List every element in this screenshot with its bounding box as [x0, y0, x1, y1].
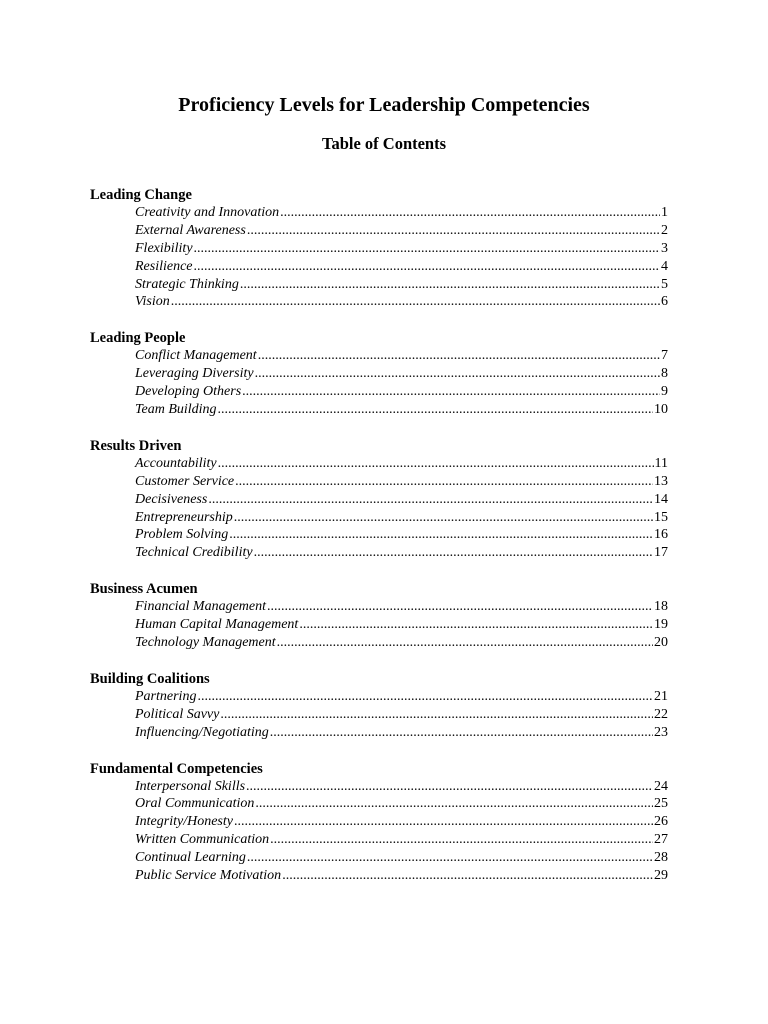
dot-leader — [235, 473, 653, 491]
dot-leader — [246, 778, 653, 796]
toc-section — [90, 329, 668, 419]
toc-entry-label: Strategic Thinking — [135, 276, 239, 292]
toc-entry-label: Developing Others — [135, 384, 242, 400]
toc-entry-label: Creativity and Innovation — [135, 205, 280, 220]
toc-entry-label: Oral Communication — [135, 796, 255, 812]
toc-section-title: Results Driven — [90, 437, 182, 454]
toc-section — [90, 760, 668, 885]
toc-entry-page-number: 27 — [654, 832, 668, 848]
toc-section-title: Leading People — [90, 330, 186, 347]
dot-leader — [254, 544, 653, 562]
toc-entry[interactable] — [90, 276, 668, 294]
dot-leader — [282, 867, 653, 885]
toc-entry-page-number: 22 — [654, 706, 668, 722]
toc-entry-page-number: 23 — [654, 724, 668, 740]
toc-entry[interactable] — [90, 509, 668, 527]
toc-entry-page-number: 14 — [654, 491, 668, 507]
dot-leader — [220, 706, 653, 724]
dot-leader — [240, 276, 660, 294]
dot-leader — [277, 634, 653, 652]
dot-leader — [258, 347, 660, 365]
toc-entry[interactable] — [90, 598, 668, 616]
toc-entry-label: Partnering — [135, 688, 197, 704]
toc-entry-page-number: 7 — [661, 348, 668, 364]
dot-leader — [255, 795, 653, 813]
toc-entry-label: Financial Management — [135, 599, 267, 615]
toc-section — [90, 437, 668, 562]
toc-entry-page-number: 13 — [654, 473, 668, 489]
toc-entry-label: Problem Solving — [135, 527, 229, 543]
dot-leader — [194, 258, 660, 276]
dot-leader — [229, 526, 653, 544]
toc-entry[interactable] — [90, 347, 668, 365]
toc-entry-page-number: 6 — [661, 294, 668, 310]
toc-entry-label: External Awareness — [135, 222, 246, 238]
dot-leader — [218, 455, 654, 473]
dot-leader — [270, 724, 653, 742]
toc-entry[interactable] — [90, 293, 668, 311]
toc-entry[interactable] — [90, 813, 668, 831]
toc-entry-page-number: 1 — [661, 205, 668, 220]
toc-entry-label: Interpersonal Skills — [135, 778, 246, 794]
toc-heading: Table of Contents — [321, 134, 447, 153]
dot-leader — [234, 509, 653, 527]
toc-entry[interactable] — [90, 473, 668, 491]
dot-leader — [234, 813, 653, 831]
toc-section-title: Building Coalitions — [90, 670, 210, 687]
dot-leader — [299, 616, 653, 634]
toc-entry-page-number: 10 — [654, 402, 668, 418]
toc-section-title: Business Acumen — [90, 581, 198, 598]
toc-entry[interactable] — [90, 688, 668, 706]
toc-entry-page-number: 19 — [654, 617, 668, 633]
toc-entry-page-number: 3 — [661, 240, 668, 256]
toc-entry[interactable] — [90, 383, 668, 401]
toc-entry-label: Leveraging Diversity — [135, 366, 254, 382]
toc-entry[interactable] — [90, 706, 668, 724]
toc-entry-page-number: 11 — [654, 455, 668, 471]
toc-entry[interactable] — [90, 795, 668, 813]
toc-entry-label: Conflict Management — [135, 348, 257, 364]
toc-entry-page-number: 29 — [654, 868, 668, 884]
toc-section — [90, 670, 668, 742]
toc-entry-page-number: 26 — [654, 814, 668, 830]
toc-entry[interactable] — [90, 258, 668, 276]
toc-entry-page-number: 8 — [661, 366, 668, 382]
toc-entry-label: Vision — [135, 294, 170, 310]
toc-section — [90, 580, 668, 652]
toc-entry-page-number: 15 — [654, 509, 668, 525]
toc-entry-page-number: 21 — [654, 688, 668, 704]
toc-entry-label: Decisiveness — [135, 491, 208, 507]
toc-entry-label: Team Building — [135, 402, 217, 418]
toc-entry[interactable] — [90, 222, 668, 240]
toc-section-title: Leading Change — [90, 187, 192, 203]
toc-entry-label: Entrepreneurship — [135, 509, 233, 525]
dot-leader — [242, 383, 660, 401]
toc-entry-label: Political Savvy — [135, 706, 220, 722]
dot-leader — [247, 849, 653, 867]
toc-entry-label: Written Communication — [135, 832, 270, 848]
toc-entry[interactable] — [90, 778, 668, 796]
toc-entry-label: Influencing/Negotiating — [135, 724, 269, 740]
toc-entry-page-number: 9 — [661, 384, 668, 400]
toc-entry[interactable] — [90, 867, 668, 885]
toc-entry-label: Flexibility — [135, 240, 193, 256]
dot-leader — [255, 365, 660, 383]
toc-entry[interactable] — [90, 491, 668, 509]
toc-entry[interactable] — [90, 365, 668, 383]
toc-entry-label: Public Service Motivation — [135, 868, 282, 884]
toc-entry-page-number: 24 — [654, 778, 668, 794]
dot-leader — [208, 491, 653, 509]
toc-entry[interactable] — [90, 724, 668, 742]
toc-entry-page-number: 20 — [654, 635, 668, 651]
toc-entry[interactable] — [90, 455, 668, 473]
toc-entry-label: Continual Learning — [135, 850, 246, 866]
toc-section — [90, 186, 668, 311]
dot-leader — [171, 293, 660, 311]
toc-entry-page-number: 5 — [661, 276, 668, 292]
toc-entry[interactable] — [90, 634, 668, 652]
toc-entry-page-number: 28 — [654, 850, 668, 866]
toc-entry[interactable] — [90, 544, 668, 562]
toc-entry-page-number: 4 — [661, 258, 668, 274]
dot-leader — [197, 688, 653, 706]
toc-entry[interactable] — [90, 204, 668, 222]
dot-leader — [247, 222, 660, 240]
toc-entry-label: Accountability — [135, 455, 217, 471]
dot-leader — [280, 204, 660, 222]
toc-entry[interactable] — [90, 849, 668, 867]
toc-entry[interactable] — [90, 616, 668, 634]
toc-entry[interactable] — [90, 401, 668, 419]
toc-entry[interactable] — [90, 831, 668, 849]
toc-entry-label: Human Capital Management — [135, 617, 299, 633]
toc-entry-page-number: 16 — [654, 527, 668, 543]
document-title: Proficiency Levels for Leadership Competencies — [178, 94, 590, 116]
table-of-contents — [90, 186, 668, 903]
toc-entry-page-number: 2 — [661, 222, 668, 238]
dot-leader — [267, 598, 653, 616]
toc-section-title: Fundamental Competencies — [90, 760, 263, 777]
toc-entry-page-number: 17 — [654, 545, 668, 561]
toc-entry-page-number: 25 — [654, 796, 668, 812]
dot-leader — [218, 401, 653, 419]
toc-entry-page-number: 18 — [654, 599, 668, 615]
toc-entry-label: Customer Service — [135, 473, 235, 489]
toc-entry[interactable] — [90, 240, 668, 258]
toc-entry-label: Integrity/Honesty — [135, 814, 233, 830]
dot-leader — [270, 831, 653, 849]
toc-entry-label: Resilience — [135, 258, 193, 274]
toc-entry-label: Technology Management — [135, 635, 276, 651]
toc-entry-label: Technical Credibility — [135, 545, 253, 561]
toc-entry[interactable] — [90, 526, 668, 544]
dot-leader — [194, 240, 660, 258]
